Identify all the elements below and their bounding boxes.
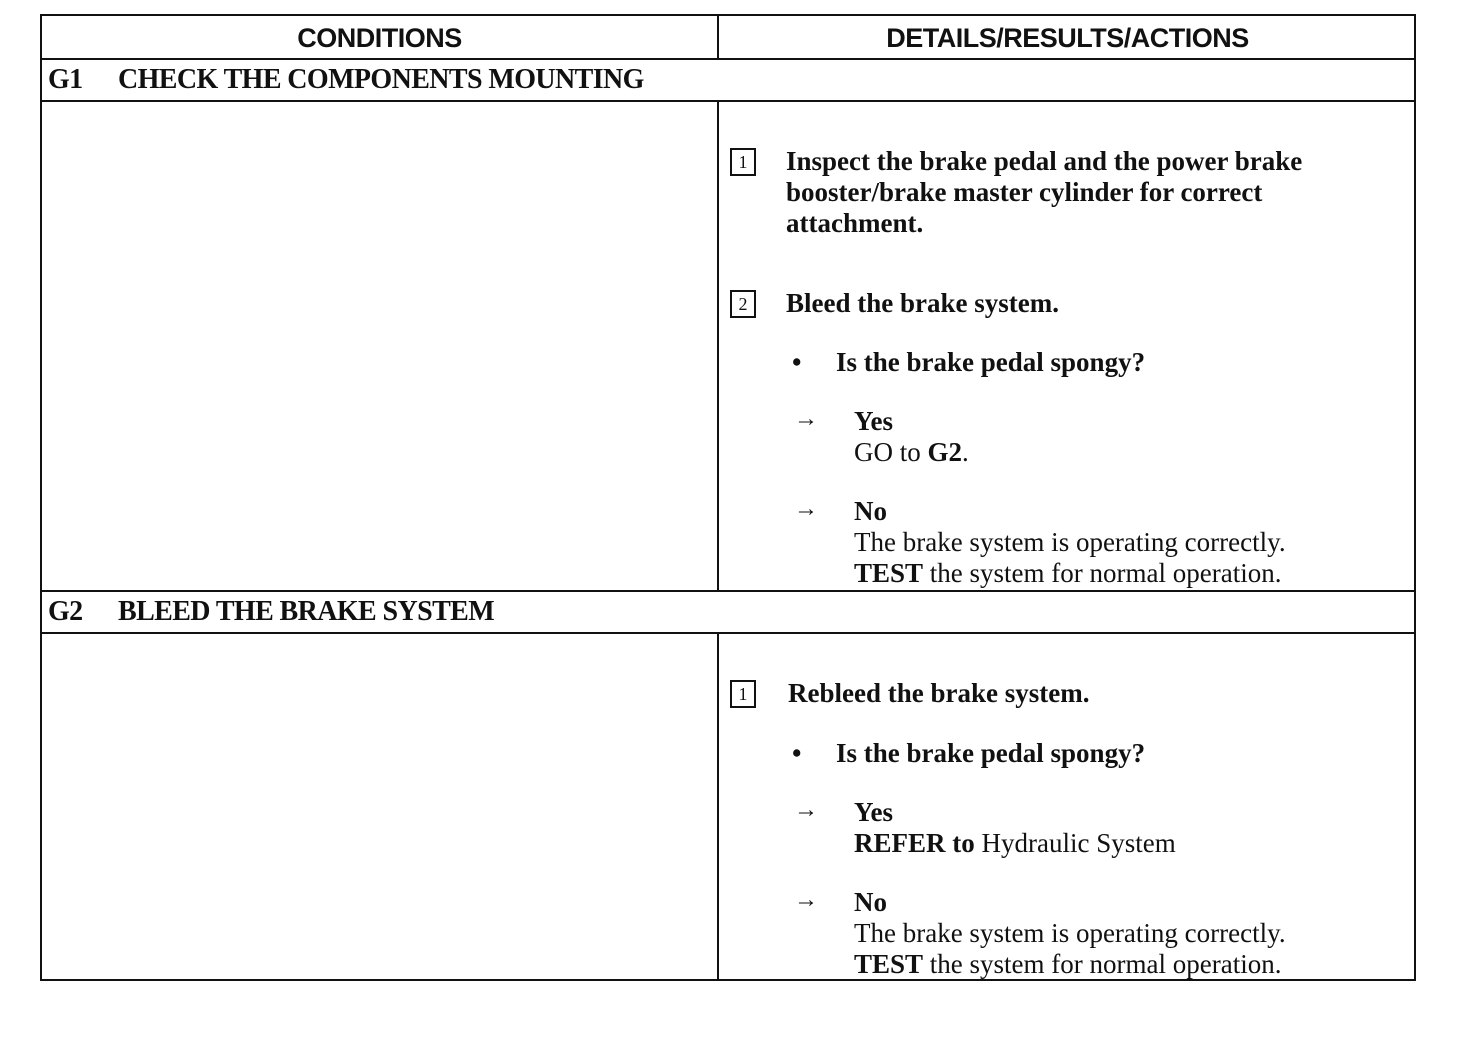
g1-title: CHECK THE COMPONENTS MOUNTING <box>118 64 644 95</box>
diagnostic-table <box>40 14 1416 981</box>
g1-yes-target: G2 <box>927 437 963 467</box>
g1-step-1-text: Inspect the brake pedal and the power brake booster/brake master cylinder for correct attachment. <box>786 146 1303 238</box>
g1-yes-action <box>854 437 969 468</box>
g2-no-label: No <box>854 887 887 917</box>
g1-no-answer <box>854 496 1286 589</box>
bullet-icon: • <box>792 738 802 768</box>
g1-no-rest: the system for normal operation. <box>923 558 1282 588</box>
arrow-icon: → <box>794 887 818 913</box>
g2-yes-answer <box>854 797 1176 859</box>
g1-title-divider <box>42 100 1414 102</box>
g2-column-divider <box>717 632 719 981</box>
g2-step-1-text: Rebleed the brake system. <box>788 678 1090 708</box>
g1-column-divider <box>717 100 719 592</box>
g2-yes-action <box>854 828 1176 859</box>
g2-yes-label: Yes <box>854 797 893 827</box>
g1-step-2-text: Bleed the brake system. <box>786 288 1059 318</box>
g1-code: G1 <box>48 64 83 95</box>
g2-yes-target: Hydraulic System <box>981 828 1176 858</box>
g1-no-test: TEST <box>854 558 924 588</box>
g1-section-title <box>48 60 644 100</box>
details-header: DETAILS/RESULTS/ACTIONS <box>886 22 1249 53</box>
g1-yes-verb: GO to <box>854 437 921 467</box>
g1-question: Is the brake pedal spongy? <box>836 347 1146 377</box>
g1-no-label: No <box>854 496 887 526</box>
arrow-icon: → <box>794 496 818 522</box>
arrow-icon: → <box>794 797 818 823</box>
g2-title-divider <box>42 632 1414 634</box>
g2-question: Is the brake pedal spongy? <box>836 738 1146 768</box>
g1-yes-end: . <box>962 437 969 467</box>
g2-no-line2 <box>854 949 1286 980</box>
g2-no-rest: the system for normal operation. <box>923 949 1282 979</box>
step-number-box: 1 <box>730 680 756 708</box>
conditions-header: CONDITIONS <box>297 22 462 53</box>
g1-yes-answer <box>854 406 969 468</box>
g2-title: BLEED THE BRAKE SYSTEM <box>118 596 495 627</box>
g2-yes-verb: REFER to <box>854 828 975 858</box>
g1-no-line2 <box>854 558 1286 589</box>
g1-no-line1: The brake system is operating correctly. <box>854 527 1286 557</box>
arrow-icon: → <box>794 406 818 432</box>
g2-section-title <box>48 592 494 632</box>
g2-no-line1: The brake system is operating correctly. <box>854 918 1286 948</box>
g1-yes-label: Yes <box>854 406 893 436</box>
g2-no-answer <box>854 887 1286 980</box>
step-number-box: 1 <box>730 148 756 176</box>
g2-no-test: TEST <box>854 949 924 979</box>
step-number-box: 2 <box>730 290 756 318</box>
bullet-icon: • <box>792 347 802 377</box>
g2-code: G2 <box>48 596 83 627</box>
